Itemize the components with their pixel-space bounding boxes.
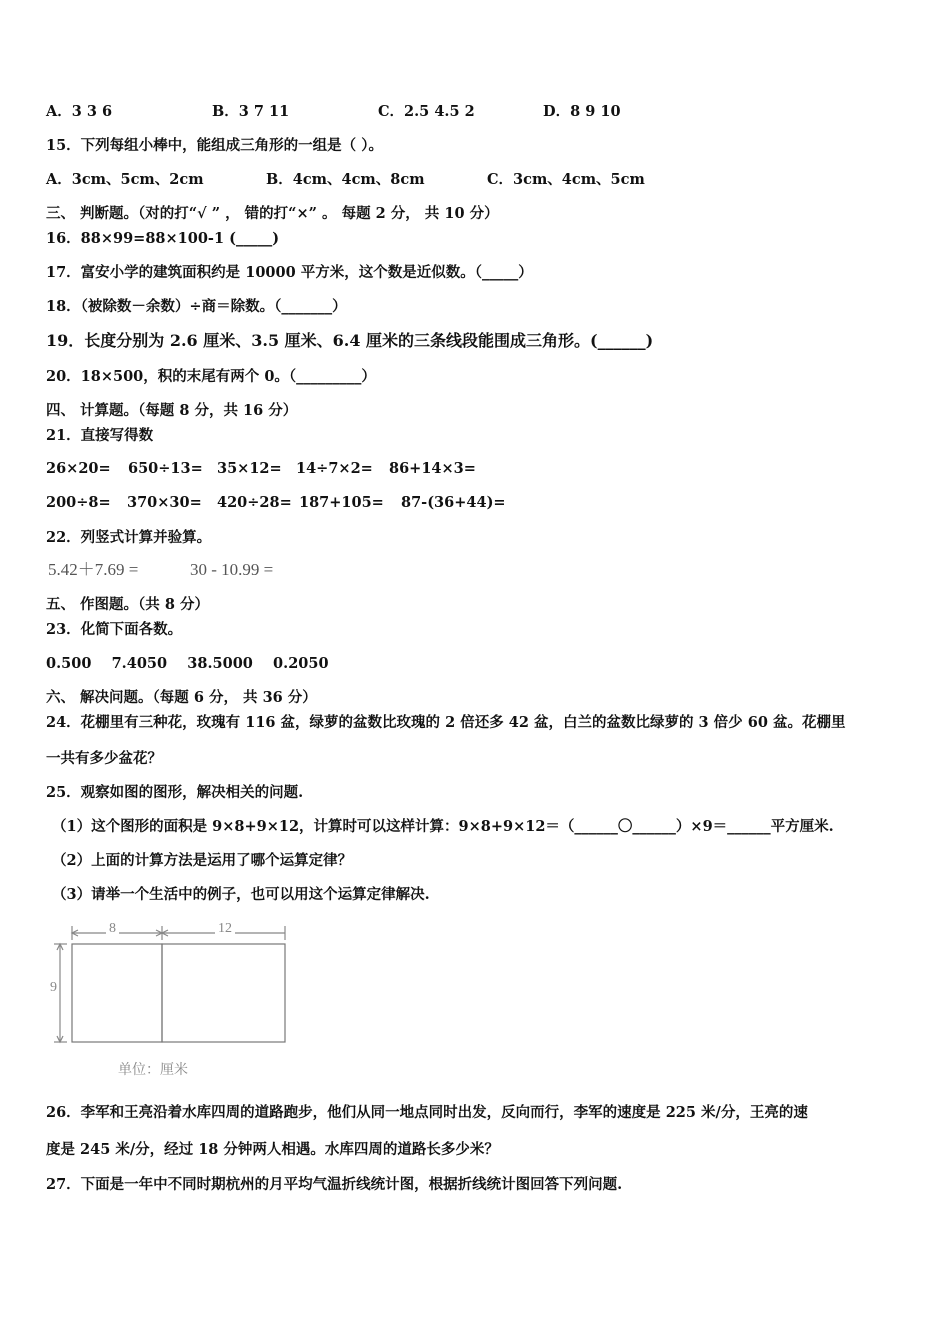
q21-expr: 200÷8= [46,494,111,511]
q23-stem: 23．化简下面各数。 [46,621,183,638]
q25-part-2: （2）上面的计算方法是运用了哪个运算定律？ [52,852,353,869]
q15-stem: 15．下列每组小棒中，能组成三角形的一组是（ ）。 [46,137,383,154]
q21-expr: 650÷13= [128,460,203,477]
q25-part-3: （3）请举一个生活中的例子，也可以用这个运算定律解决. [52,886,430,903]
q22-expr-2: 30 - 10.99 = [190,560,274,579]
q22-stem: 22．列竖式计算并验算。 [46,529,212,546]
q15-option-c: C．3cm、4cm、5cm [487,171,645,188]
q16: 16．88×99=88×100-1 (_____) [46,230,280,247]
q14-option-c: C．2.5 4.5 2 [378,103,475,120]
rect-left [72,944,162,1042]
q21-stem: 21．直接写得数 [46,427,154,444]
q26-line-1: 26．李军和王亮沿着水库四周的道路跑步，他们从同一地点同时出发，反向而行，李军的速度是 225 米/分，王亮的速 [46,1104,808,1121]
q22-expr-1: 5.42＋7.69 = [48,560,139,579]
figure-label-width-left: 8 [106,921,119,937]
q25-rectangle-figure [45,922,295,1052]
q23-numbers: 0.500 7.4050 38.5000 0.2050 [46,655,329,672]
q21-expr: 14÷7×2= [296,460,373,477]
section-6-heading: 六、 解决问题。（每题 6 分， 共 36 分） [46,689,317,706]
q21-expr: 420÷28= [217,494,292,511]
q24-line-2: 一共有多少盆花？ [46,750,162,767]
q14-option-b: B．3 7 11 [212,103,290,120]
q26-line-2: 度是 245 米/分，经过 18 分钟两人相遇。水库四周的道路长多少米？ [46,1141,499,1158]
section-5-heading: 五、 作图题。（共 8 分） [46,596,209,613]
q20: 20．18×500，积的末尾有两个 0。（_________） [46,368,376,385]
q21-expr: 26×20= [46,460,111,477]
q27-stem: 27．下面是一年中不同时期杭州的月平均气温折线统计图，根据折线统计图回答下列问题. [46,1176,623,1193]
q21-expr: 86+14×3= [389,460,476,477]
q17: 17．富安小学的建筑面积约是 10000 平方米，这个数是近似数。（_____） [46,264,533,281]
q15-option-a: A．3cm、5cm、2cm [46,171,204,188]
q21-expr: 87-(36+44)= [401,494,506,511]
figure-label-width-right: 12 [215,921,235,937]
q21-expr: 187+105= [299,494,384,511]
q15-option-b: B．4cm、4cm、8cm [266,171,425,188]
section-4-heading: 四、 计算题。（每题 8 分，共 16 分） [46,402,298,419]
section-3-heading: 三、 判断题。（对的打“√ ” ， 错的打“×” 。 每题 2 分， 共 10 分） [46,205,499,222]
q19: 19．长度分别为 2.6 厘米、3.5 厘米、6.4 厘米的三条线段能围成三角形。(______) [46,331,654,350]
figure-label-height: 9 [50,980,57,995]
q14-option-d: D．8 9 10 [543,103,621,120]
rect-right [162,944,285,1042]
q21-expr: 35×12= [217,460,282,477]
q21-expr: 370×30= [127,494,202,511]
q18: 18．（被除数－余数）÷商＝除数。（_______） [46,298,347,315]
figure-unit-label: 单位：厘米 [118,1062,188,1078]
q24-line-1: 24．花棚里有三种花，玫瑰有 116 盆，绿萝的盆数比玫瑰的 2 倍还多 42 盆，白兰的盆数比绿萝的 3 倍少 60 盆。花棚里 [46,714,846,731]
q25-stem: 25．观察如图的图形，解决相关的问题. [46,784,304,801]
q25-part-1: （1）这个图形的面积是 9×8+9×12，计算时可以这样计算：9×8+9×12＝（______〇______）×9＝______平方厘米. [52,818,834,835]
q14-option-a: A．3 3 6 [46,103,113,120]
